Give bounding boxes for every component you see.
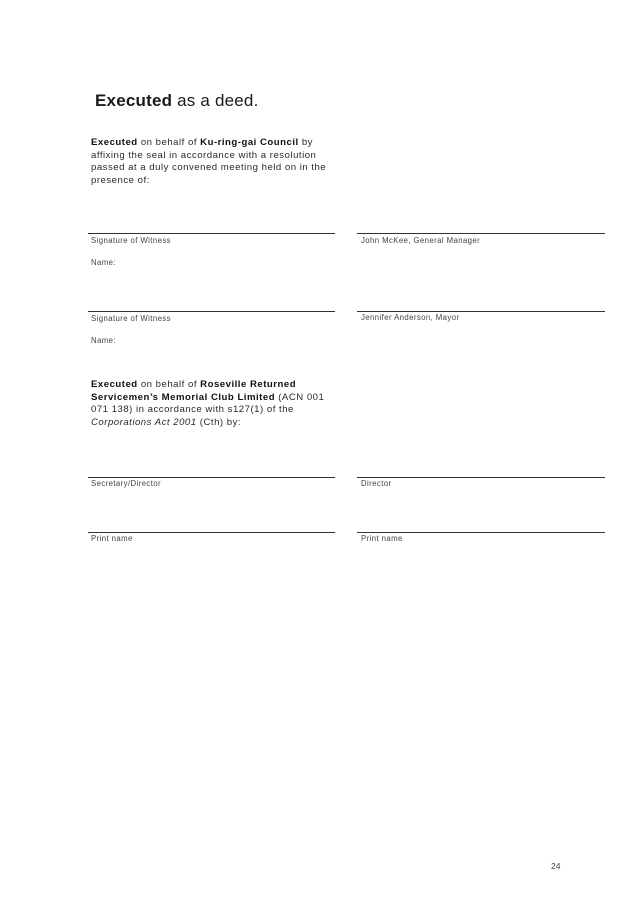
page-title	[95, 91, 259, 111]
print-name-line-left	[88, 532, 335, 533]
council-clause-text-2: by affixing the seal in accordance with a resolution passed at a duly convened meeting held on in the presence of:	[91, 137, 327, 186]
club-clause-text-2: (ACN 001 071 138) in accordance with s127(1) of the	[91, 391, 325, 415]
witness-1-signature-label: Signature of Witness	[91, 236, 171, 245]
witness-1-name-label: Name:	[91, 258, 116, 267]
witness-2-signature-line	[88, 311, 335, 312]
council-execution-clause	[91, 137, 341, 187]
print-name-label-right: Print name	[361, 534, 403, 543]
heading-bold: Executed	[95, 91, 173, 110]
print-name-line-right	[357, 532, 605, 533]
secretary-signature-line	[88, 477, 335, 478]
general-manager-signature-line	[357, 233, 605, 234]
council-clause-lead: Executed	[91, 137, 138, 148]
secretary-director-label: Secretary/Director	[91, 479, 162, 488]
page-number: 24	[551, 861, 561, 871]
club-act-name: Corporations Act 2001	[91, 416, 197, 428]
club-clause-lead: Executed	[91, 379, 138, 390]
director-signature-line	[357, 477, 605, 478]
witness-2-name-label: Name:	[91, 336, 116, 345]
club-execution-clause	[91, 379, 341, 429]
mayor-label: Jennifer Anderson, Mayor	[361, 313, 460, 322]
heading-rest: as a deed.	[172, 91, 259, 110]
mayor-signature-line	[357, 311, 605, 312]
general-manager-label: John McKee, General Manager	[361, 236, 481, 245]
witness-2-signature-label: Signature of Witness	[91, 314, 171, 323]
council-party-name: Ku-ring-gai Council	[200, 137, 299, 148]
print-name-label-left: Print name	[91, 534, 133, 543]
witness-1-signature-line	[88, 233, 335, 234]
club-party-name: Roseville Returned Servicemen’s Memorial Club Limited	[91, 379, 297, 403]
club-clause-text-3: (Cth) by:	[196, 416, 242, 428]
council-clause-text-1: on behalf of	[137, 137, 201, 148]
director-label: Director	[361, 479, 392, 488]
club-clause-text-1: on behalf of	[137, 379, 201, 390]
